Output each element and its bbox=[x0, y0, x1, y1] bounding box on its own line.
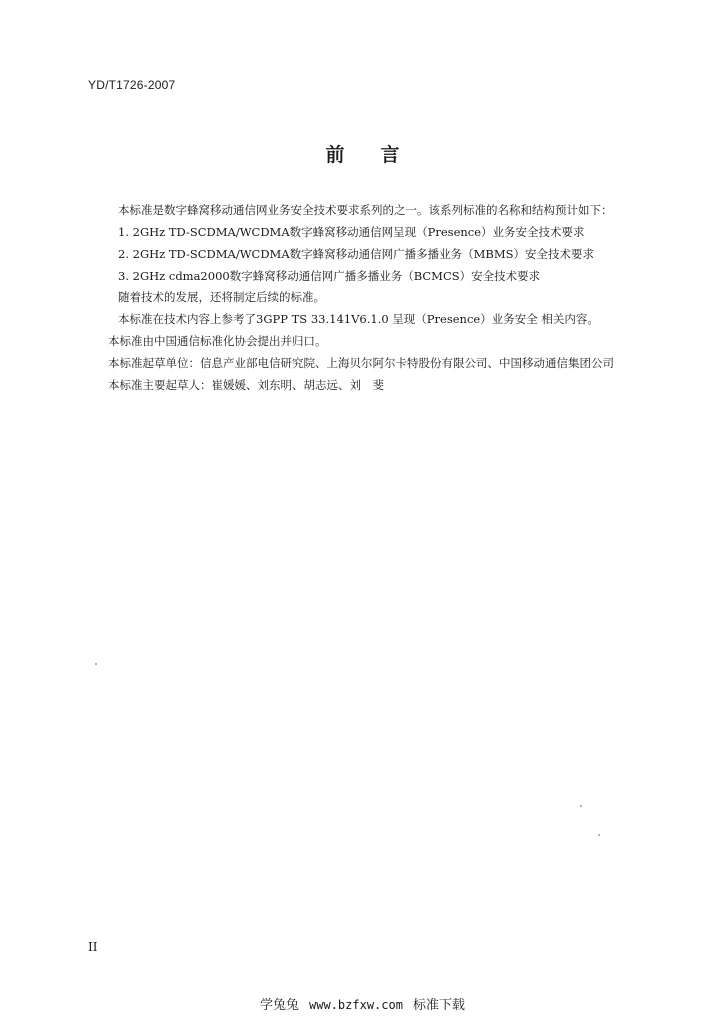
page-title bbox=[0, 140, 725, 167]
scan-speck bbox=[598, 834, 600, 836]
series-item-2: 2. 2GHz TD-SCDMA/WCDMA数字蜂窝移动通信网广播多播业务（MBMS）安全技术要求 bbox=[118, 247, 595, 261]
standard-code: YD/T1726-2007 bbox=[88, 78, 176, 92]
development-note: 随着技术的发展，还将制定后续的标准。 bbox=[118, 290, 325, 304]
footer-tagline: 标准下载 bbox=[412, 998, 465, 1013]
intro-paragraph: 本标准是数字蜂窝移动通信网业务安全技术要求系列的之一。该系列标准的名称和结构预计如下： bbox=[118, 203, 613, 217]
series-item-3: 3. 2GHz cdma2000数字蜂窝移动通信网广播多播业务（BCMCS）安全技术要求 bbox=[118, 269, 541, 283]
reference-note: 本标准在技术内容上参考了3GPP TS 33.141V6.1.0 呈现（Presence）业务安全 相关内容。 bbox=[118, 312, 599, 326]
proposer-note: 本标准由中国通信标准化协会提出并归口。 bbox=[108, 334, 327, 348]
page-number: II bbox=[88, 940, 98, 954]
series-item-1: 1. 2GHz TD-SCDMA/WCDMA数字蜂窝移动通信网呈现（Presence）业务安全技术要求 bbox=[118, 225, 585, 239]
footer-watermark bbox=[0, 994, 725, 1013]
footer-site-link[interactable]: www.bzfxw.com bbox=[309, 998, 403, 1012]
title-char-1: 前 bbox=[325, 144, 345, 166]
title-char-2: 言 bbox=[380, 144, 400, 166]
scan-speck bbox=[580, 805, 582, 807]
drafters: 本标准主要起草人：崔媛媛、刘东明、胡志远、刘 斐 bbox=[108, 378, 384, 392]
scan-speck bbox=[95, 663, 97, 665]
footer-site-name: 学兔兔 bbox=[260, 998, 300, 1013]
drafting-units: 本标准起草单位：信息产业部电信研究院、上海贝尔阿尔卡特股份有限公司、中国移动通信集团公司 bbox=[108, 356, 614, 370]
